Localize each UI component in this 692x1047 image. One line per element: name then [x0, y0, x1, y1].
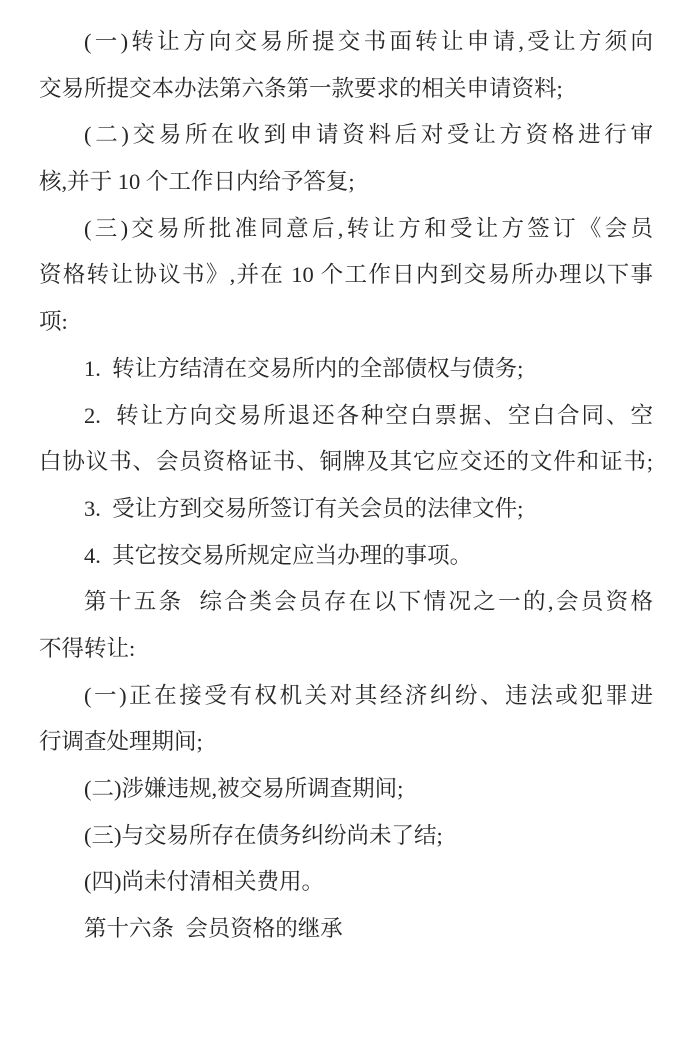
doc-line-numbered-item: 4. 其它按交易所规定应当办理的事项。 [84, 542, 473, 568]
doc-line: 交易所提交本办法第六条第一款要求的相关申请资料; [39, 75, 563, 101]
doc-line: 不得转让: [39, 635, 136, 661]
doc-line: (三)与交易所存在债务纠纷尚未了结; [84, 822, 443, 848]
doc-line: (二)涉嫌违规,被交易所调查期间; [84, 776, 404, 801]
doc-line: 白协议书、会员资格证书、铜牌及其它应交还的文件和证书; [39, 449, 653, 475]
doc-line: (一)转让方向交易所提交书面转让申请,受让方须向 [84, 29, 653, 54]
doc-line: (三)交易所批准同意后,转让方和受让方签订《会员 [84, 215, 653, 241]
doc-line: (一)正在接受有权机关对其经济纠纷、违法或犯罪进 [84, 682, 653, 708]
doc-line-numbered-item: 2. 转让方向交易所退还各种空白票据、空白合同、空 [84, 402, 653, 428]
doc-line-article-heading: 第十六条 会员资格的继承 [84, 916, 343, 942]
doc-line: 项: [39, 309, 68, 335]
doc-line: 核,并于 10 个工作日内给予答复; [39, 169, 355, 195]
doc-line: 资格转让协议书》,并在 10 个工作日内到交易所办理以下事 [39, 262, 653, 288]
doc-line-numbered-item: 3. 受让方到交易所签订有关会员的法律文件; [84, 495, 524, 521]
doc-line: 行调查处理期间; [39, 729, 203, 755]
doc-line: (四)尚未付清相关费用。 [84, 869, 324, 895]
doc-line-numbered-item: 1. 转让方结清在交易所内的全部债权与债务; [84, 355, 524, 381]
doc-line-article-heading: 第十五条 综合类会员存在以下情况之一的,会员资格 [84, 589, 653, 615]
doc-line: (二)交易所在收到申请资料后对受让方资格进行审 [84, 122, 653, 148]
